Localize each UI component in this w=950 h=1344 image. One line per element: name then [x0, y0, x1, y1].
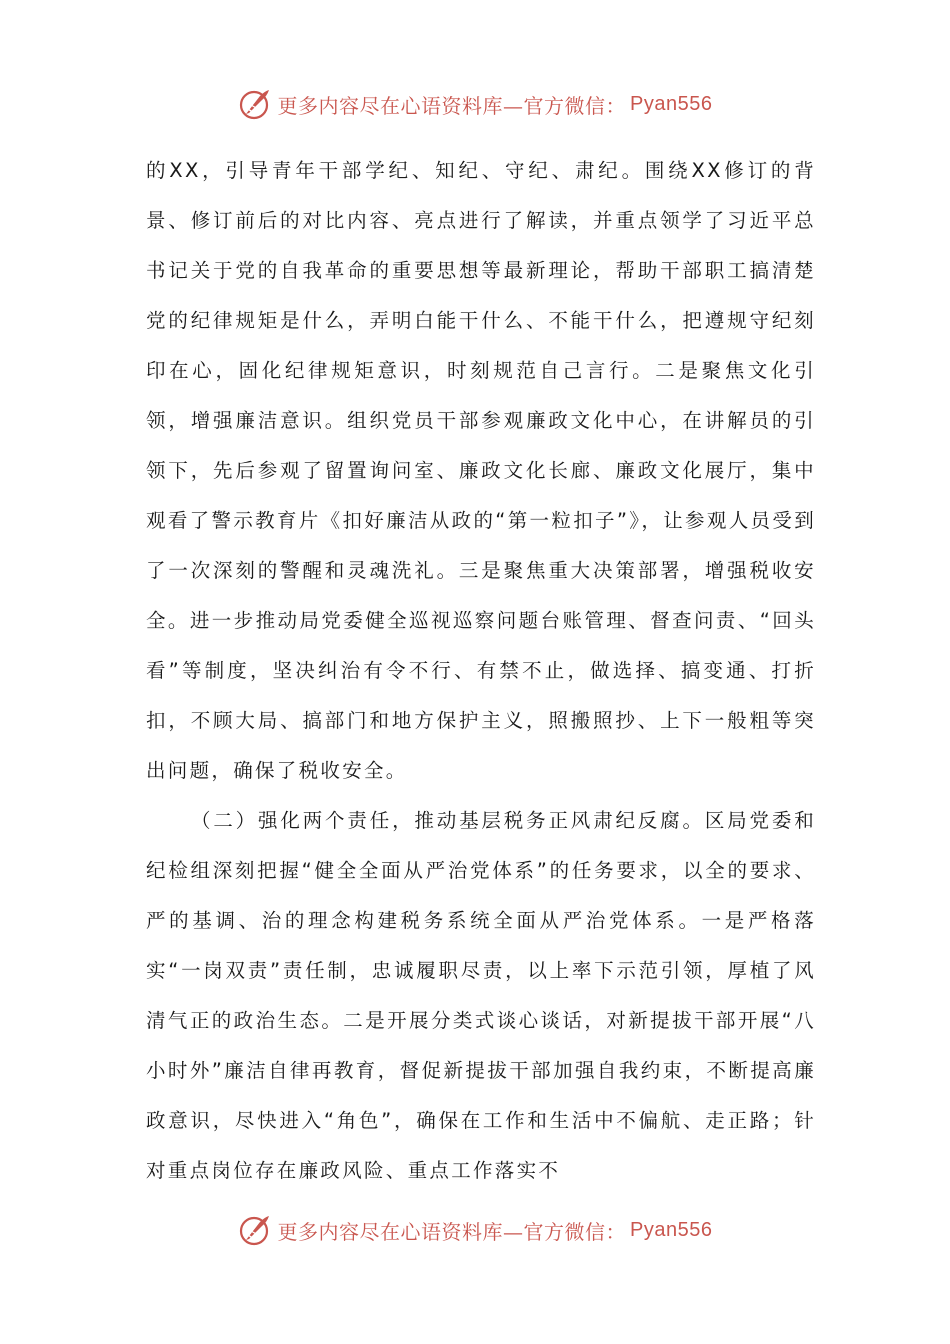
quill-logo-icon [238, 1213, 272, 1247]
banner-brand: Pyan556 [630, 92, 713, 115]
header-watermark-banner [0, 84, 950, 124]
footer-watermark-banner [0, 1210, 950, 1250]
paragraph-1: 的XX，引导青年干部学纪、知纪、守纪、肃纪。围绕XX修订的背景、修订前后的对比内容、亮点进行了解读，并重点领学了习近平总书记关于党的自我革命的重要思想等最新理论，帮助干部职工搞清楚党的纪律规矩是什么，弄明白能干什么、不能干什么，把遵规守纪刻印在心，固化纪律规矩意识，时刻规范自己言行。二是聚焦文化引领，增强廉洁意识。组织党员干部参观廉政文化中心，在讲解员的引领下，先后参观了留置询问室、廉政文化长廊、廉政文化展厅，集中观看了警示教育片《扣好廉洁从政的“第一粒扣子”》，让参观人员受到了一次深刻的警醒和灵魂洗礼。三是聚焦重大决策部署，增强税收安全。进一步推动局党委健全巡视巡察问题台账管理、督查问责、“回头看”等制度，坚决纠治有令不行、有禁不止，做选择、搞变通、打折扣，不顾大局、搞部门和地方保护主义，照搬照抄、上下一般粗等突出问题，确保了税收安全。 [146, 159, 816, 782]
paragraph-2: （二）强化两个责任，推动基层税务正风肃纪反腐。区局党委和纪检组深刻把握“健全全面从严治党体系”的任务要求，以全的要求、严的基调、治的理念构建税务系统全面从严治党体系。一是严格落实“一岗双责”责任制，忠诚履职尽责，以上率下示范引领，厚植了风清气正的政治生态。二是开展分类式谈心谈话，对新提拔干部开展“八小时外”廉洁自律再教育，督促新提拔干部加强自我约束，不断提高廉政意识，尽快进入“角色”，确保在工作和生活中不偏航、走正路；针对重点岗位存在廉政风险、重点工作落实不 [146, 809, 816, 1182]
document-body [146, 146, 816, 1196]
banner-brand: Pyan556 [630, 1218, 713, 1241]
banner-text: 更多内容尽在心语资料库—官方微信： [277, 93, 627, 118]
banner-text: 更多内容尽在心语资料库—官方微信： [277, 1219, 627, 1244]
quill-logo-icon [238, 87, 272, 121]
